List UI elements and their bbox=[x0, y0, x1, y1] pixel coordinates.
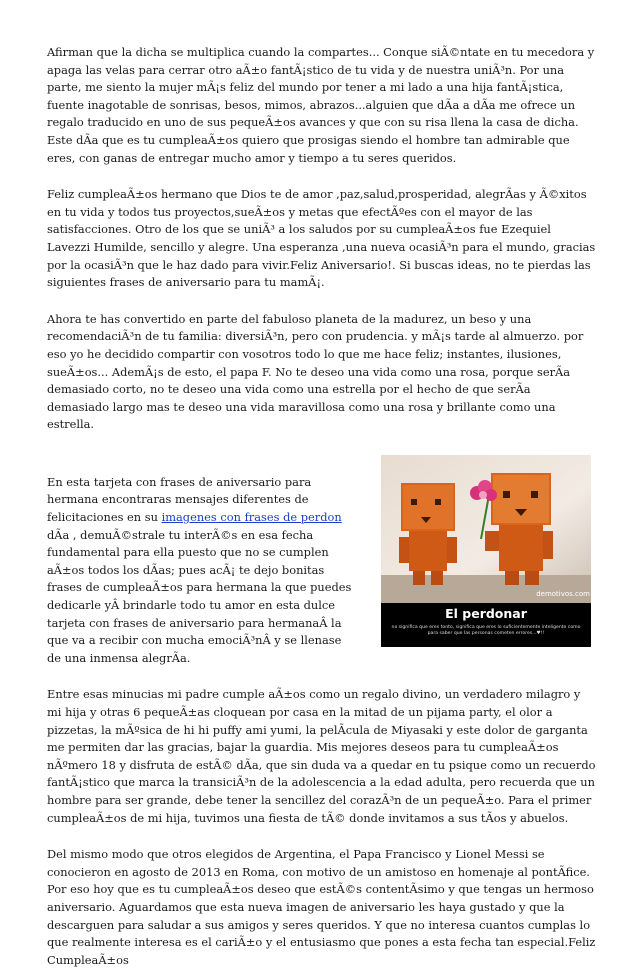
danbo-photo bbox=[381, 455, 591, 603]
side-text bbox=[47, 474, 357, 687]
watermark: demotivos.com bbox=[536, 589, 590, 598]
paragraph-4-start: En esta tarjeta con frases de aniversario para hermana encontraras mensajes diferentes de felicitaciones en su bbox=[47, 474, 312, 525]
paragraph-5: Entre esas minucias mi padre cumple aÃ±os como un regalo divino, un verdadero milagro y mi hija y otras 6 pequeÃ±as cloquean por casa en la mitad de un pijama party, el olor a pizzetas, la mÃºsica de hi hi puffy ami yumi, la pelÃcula de Miyasaki y este dolor de garganta me permiten dar las gracias, bajar la guardia. Mis mejores deseos para tu cumpleaÃ±os nÃºmero 18 y disfruta de estÃ© dÃa, que sin duda va a quedar en tu psique como un recuerdo fantÃ¡stico que marca la transiciÃ³n de la adolescencia a la edad adulta, pero recuerda que un hombre para ser grande, debe tener la sencillez del corazÃ³n de un pequeÃ±o. Para el primer cumpleaÃ±os de mi hija, tuvimos una fiesta de tÃ© donde invitamos a sus tÃos y abuelos. bbox=[47, 687, 596, 825]
text-image-section bbox=[47, 474, 596, 687]
perdonar-image bbox=[377, 453, 594, 647]
paragraph-6: Del mismo modo que otros elegidos de Argentina, el Papa Francisco y Lionel Messi se conocieron en agosto de 2013 en Roma, con motivo de un amistoso en homenaje al pontÃfice. Por eso hoy que es tu cumpleaÃ±os deseo que estÃ©s contentÃsimo y que tengas un hermoso aniversario. Aguardamos que esta nueva imagen de aniversario les haya gustado y que la descarguen para saludar a sus amigos y seres queridos. Y que no interesa cuantos cumplas lo que realmente interesa es el cariÃ±o y el entusiasmo que pones a esta fecha tan especial.Feliz CumpleaÃ±os bbox=[47, 847, 596, 967]
caption-subtitle: no significa que eres tonto, significa que eres lo suficientemente inteligente como para saber que las personas cometen errores...♥!! bbox=[391, 624, 581, 636]
paragraph-4 bbox=[47, 474, 357, 668]
paragraph-2: Feliz cumpleaÃ±os hermano que Dios te de amor ,paz,salud,prosperidad, alegrÃas y Ã©xitos en tu vida y todos tus proyectos,sueÃ±os y metas que efectÃºes con el mayor de las satisfacciones. Otro de los que se uniÃ³ a los saludos por su cumpleaÃ±os fue Ezequiel Lavezzi Humilde, sencillo y alegre. Una esperanza ,una nueva ocasiÃ³n para el mundo, gracias por la ocasiÃ³n que le haz dado para vivir.Feliz Aniversario!. Si buscas ideas, no te pierdas las siguientes frases de aniversario para tu mamÃ¡. bbox=[47, 187, 596, 290]
paragraph-1: Afirman que la dicha se multiplica cuando la compartes... Conque siÃ©ntate en tu mecedora y apaga las velas para cerrar otro aÃ±o fantÃ¡stico de tu vida y de nuestra uniÃ³n. Por una parte, me siento la mujer mÃ¡s feliz del mundo por tener a mi lado a una hija fantÃ¡stica, fuente inagotable de sonrisas, besos, mimos, abrazos...alguien que dÃa a dÃa me ofrece un regalo traducido en uno de sus pequeÃ±os avances y que con su risa llena la casa de dicha. Este dÃa que es tu cumpleaÃ±os quiero que prosigas siendo el hombre tan admirable que eres, con ganas de entregar mucho amor y tiempo a tu seres queridos. bbox=[47, 45, 595, 165]
perdon-images-link[interactable]: imagenes con frases de perdon bbox=[161, 510, 342, 525]
caption-box bbox=[381, 603, 591, 647]
paragraph-4-end: dÃa , demuÃ©strale tu interÃ©s en esa fecha fundamental para ella puesto que no se cumplen aÃ±os todos los dÃas; pues acÃ¡ te dejo bonitas frases de cumpleaÃ±os para hermana la que puedes dedicarle yÂ brindarle todo tu amor en esta dulce tarjeta con frases de aniversario para hermanaÂ la que va a recibir con mucha emociÃ³nÂ y se llenase de una inmensa alegrÃa. bbox=[47, 527, 352, 665]
caption-title: El perdonar bbox=[445, 605, 527, 621]
paragraph-3: Ahora te has convertido en parte del fabuloso planeta de la madurez, un beso y una recomendaciÃ³n de tu familia: diversiÃ³n, pero con prudencia. y mÃ¡s tarde al almuerzo. por eso yo he decidido compartir con vosotros todo lo que me hace feliz; instantes, ilusiones, sueÃ±os... AdemÃ¡s de esto, el papa F. No te deseo una vida como una rosa, porque serÃa demasiado corto, no te deseo una vida como una estrella por el hecho de que serÃa demasiado largo mas te deseo una vida maravillosa como una rosa y brillante como una estrella. bbox=[47, 311, 584, 432]
danbo-illustration bbox=[381, 455, 591, 603]
